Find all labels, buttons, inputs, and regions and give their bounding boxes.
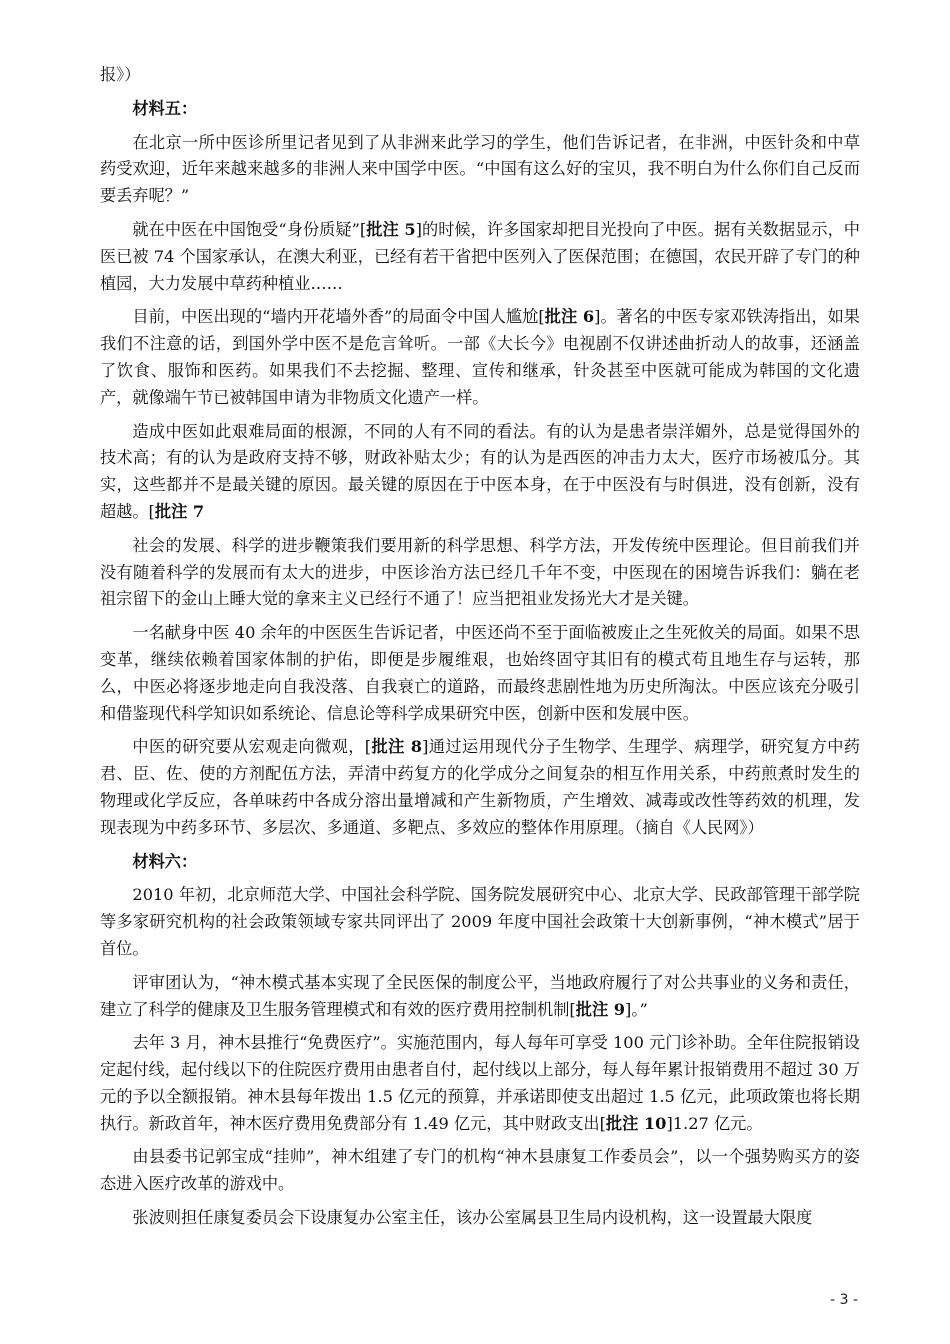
annotation-9[interactable]: 批注 9 xyxy=(575,999,626,1019)
paragraph-1 xyxy=(100,130,860,210)
paragraph-10-text-b: ]1.27 亿元。 xyxy=(666,1113,763,1133)
paragraph-9-text-a: 评审团认为，“神木模式基本实现了全民医保的制度公平，当地政府履行了对公共事业的义务和责任，建立了科学的健康及卫生服务管理模式和有效的医疗费用控制机制[ xyxy=(100,972,860,1019)
paragraph-12-text: 张波则担任康复委员会下设康复办公室主任，该办公室属县卫生局内设机构，这一设置最大限度 xyxy=(132,1208,813,1228)
paragraph-8 xyxy=(100,882,860,962)
paragraph-4-text: 造成中医如此艰难局面的根源，不同的人有不同的看法。有的认为是患者崇洋媚外，总是觉得国外的技术高；有的认为是政府支持不够，财政补贴太少；有的认为是西医的冲击力太大，医疗市场被瓜分。其实，这些都并不是最关键的原因。最关键的原因在于中医本身，在于中医没有与时俱进，没有创新，没有超越。[ xyxy=(100,421,860,521)
paragraph-11-text: 由县委书记郭宝成“挂帅”，神木组建了专门的机构“神木县康复工作委员会”，以一个强势购买方的姿态进入医疗改革的游戏中。 xyxy=(100,1147,860,1194)
paragraph-11 xyxy=(100,1144,860,1198)
paragraph-5-text: 社会的发展、科学的进步鞭策我们要用新的科学思想、科学方法，开发传统中医理论。但目前我们并没有随着科学的发展而有太大的进步，中医诊治方法已经几千年不变，中医现在的困境告诉我们：躺在老祖宗留下的金山上睡大觉的拿来主义已经行不通了！应当把祖业发扬光大才是关键。 xyxy=(100,535,860,609)
paragraph-12 xyxy=(100,1205,860,1232)
paragraph-6 xyxy=(100,620,860,727)
paragraph-7 xyxy=(100,734,860,841)
section-heading-material-5 xyxy=(100,96,860,123)
paragraph-3-text-b: ]。著名的中医专家邓铁涛指出，如果我们不注意的话，到国外学中医不是危言耸听。一部《大长今》电视剧不仅讲述曲折动人的故事，还涵盖了饮食、服饰和医药。如果我们不去挖掘、整理、宣传和继承，针灸甚至中医就可能成为韩国的文化遗产，就像端午节已被韩国申请为非物质文化遗产一样。 xyxy=(100,307,860,407)
page-number: - 3 - xyxy=(830,1292,858,1308)
annotation-8[interactable]: 批注 8 xyxy=(371,737,423,757)
lead-fragment xyxy=(100,62,860,89)
paragraph-2-text-a: 就在中医在中国饱受“身份质疑”[ xyxy=(132,219,367,239)
paragraph-5 xyxy=(100,533,860,613)
annotation-6[interactable]: 批注 6 xyxy=(544,307,595,327)
paragraph-7-text-a: 中医的研究要从宏观走向微观，[ xyxy=(132,737,372,757)
paragraph-2 xyxy=(100,217,860,297)
paragraph-2-text-b: ]的时候，许多国家却把目光投向了中医。据有关数据显示，中医已被 74 个国家承认，在澳大利亚，已经有若干省把中医列入了医保范围；在德国，农民开辟了专门的种植园，大力发展中草药种植业…… xyxy=(100,219,860,293)
paragraph-9-text-b: ]。” xyxy=(625,999,648,1019)
paragraph-1-text: 在北京一所中医诊所里记者见到了从非洲来此学习的学生，他们告诉记者，在非洲，中医针灸和中草药受欢迎，近年来越来越多的非洲人来中国学中医。“中国有这么好的宝贝，我不明白为什么你们自己反而要丢弃呢？” xyxy=(100,132,860,206)
document-body xyxy=(100,62,860,1239)
heading-6-text: 材料六： xyxy=(132,851,198,871)
annotation-7[interactable]: 批注 7 xyxy=(154,501,205,521)
annotation-5[interactable]: 批注 5 xyxy=(366,219,416,239)
heading-5-text: 材料五： xyxy=(132,98,198,118)
paragraph-4 xyxy=(100,419,860,526)
paragraph-7-text-b: ]通过运用现代分子生物学、生理学、病理学，研究复方中药君、臣、佐、使的方剂配伍方法，弄清中药复方的化学成分之间复杂的相互作用关系，中药煎煮时发生的物理或化学反应，各单味药中各成分溶出量增减和产生新物质，产生增效、减毒或改性等药效的机理，发现表现为中药多环节、多层次、多通道、多靶点、多效应的整体作用原理。（摘自《人民网》） xyxy=(100,737,860,837)
paragraph-3 xyxy=(100,304,860,411)
lead-text: 报》） xyxy=(100,65,141,84)
paragraph-10-text-a: 去年 3 月，神木县推行“免费医疗”。实施范围内，每人每年可享受 100 元门诊补助。全年住院报销设定起付线，起付线以下的住院医疗费用由患者自付，起付线以上部分，每人每年累计报销费用不超过 30 万元的予以全额报销。神木县每年拨出 1.5 亿元的预算，并承诺即使支出超过 1.5 亿元，此项政策也将长期执行。新政首年，神木医疗费用免费部分有 1.49 亿元，其中财政支出[ xyxy=(100,1033,860,1133)
annotation-10[interactable]: 批注 10 xyxy=(605,1113,667,1133)
paragraph-8-text: 2010 年初，北京师范大学、中国社会科学院、国务院发展研究中心、北京大学、民政部管理干部学院等多家研究机构的社会政策领域专家共同评出了 2009 年度中国社会政策十大创新事例，“神木模式”居于首位。 xyxy=(100,885,860,958)
paragraph-9 xyxy=(100,970,860,1024)
paragraph-10 xyxy=(100,1030,860,1137)
paragraph-6-text: 一名献身中医 40 余年的中医医生告诉记者，中医还尚不至于面临被废止之生死攸关的局面。如果不思变革，继续依赖着国家体制的护佑，即便是步履维艰，也始终固守其旧有的模式苟且地生存与运转，那么，中医必将逐步地走向自我没落、自我衰亡的道路，而最终悲剧性地为历史所淘汰。中医应该充分吸引和借鉴现代科学知识如系统论、信息论等科学成果研究中医，创新中医和发展中医。 xyxy=(100,623,860,723)
paragraph-3-text-a: 目前，中医出现的“墙内开花墙外香”的局面令中国人尴尬[ xyxy=(132,307,545,327)
section-heading-material-6 xyxy=(100,849,860,876)
